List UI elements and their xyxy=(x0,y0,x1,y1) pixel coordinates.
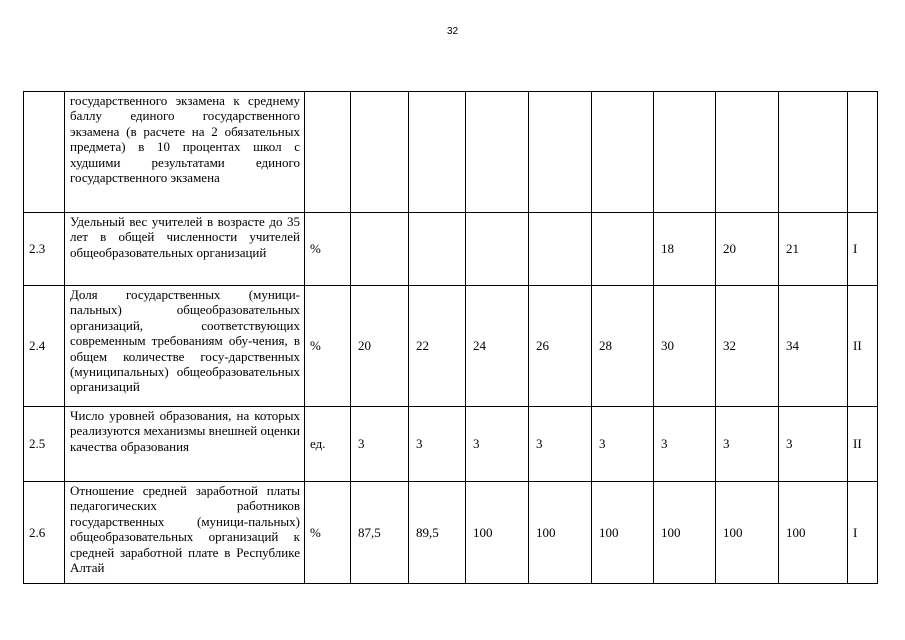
table-row xyxy=(24,407,878,482)
unit xyxy=(305,92,351,213)
indicator-type: II xyxy=(848,286,878,407)
value-cell xyxy=(409,92,466,213)
value-cell xyxy=(716,92,779,213)
indicator-name: Удельный вес учителей в возрасте до 35 лет в общей численности учителей общеобразовательных организаций xyxy=(65,213,305,286)
value-cell: 100 xyxy=(654,482,716,584)
row-number: 2.4 xyxy=(24,286,65,407)
value-cell xyxy=(529,92,592,213)
indicators-table xyxy=(23,91,878,584)
value-cell xyxy=(592,92,654,213)
value-cell: 100 xyxy=(529,482,592,584)
value-cell: 32 xyxy=(716,286,779,407)
indicator-name: государственного экзамена к среднему баллу единого государственного экзамена (в расчете на 2 обязательных предмета) в 10 процентах школ с худшими результатами единого государственного экзамена xyxy=(65,92,305,213)
unit: % xyxy=(305,286,351,407)
row-number xyxy=(24,92,65,213)
value-cell: 30 xyxy=(654,286,716,407)
value-cell: 3 xyxy=(529,407,592,482)
value-cell: 26 xyxy=(529,286,592,407)
row-number: 2.5 xyxy=(24,407,65,482)
indicator-name: Число уровней образования, на которых реализуются механизмы внешней оценки качества образования xyxy=(65,407,305,482)
indicator-type xyxy=(848,92,878,213)
unit: % xyxy=(305,213,351,286)
value-cell xyxy=(351,213,409,286)
indicator-name: Отношение средней заработной платы педагогических работников государственных (муници-пальных) общеобразовательных организаций к средней заработной плате в Республике Алтай xyxy=(65,482,305,584)
value-cell: 24 xyxy=(466,286,529,407)
value-cell: 87,5 xyxy=(351,482,409,584)
value-cell: 100 xyxy=(779,482,848,584)
value-cell: 100 xyxy=(716,482,779,584)
unit: % xyxy=(305,482,351,584)
table-row xyxy=(24,286,878,407)
indicator-name: Доля государственных (муници-пальных) общеобразовательных организаций, соответствующих современным требованиям обу-чения, в общем количестве госу-дарственных (муниципальных) общеобразовательных организаций xyxy=(65,286,305,407)
table-row xyxy=(24,482,878,584)
value-cell: 3 xyxy=(592,407,654,482)
page-number: 32 xyxy=(446,26,459,37)
value-cell: 22 xyxy=(409,286,466,407)
value-cell: 3 xyxy=(409,407,466,482)
unit: ед. xyxy=(305,407,351,482)
value-cell: 18 xyxy=(654,213,716,286)
value-cell: 3 xyxy=(779,407,848,482)
value-cell: 3 xyxy=(654,407,716,482)
table-row xyxy=(24,92,878,213)
value-cell xyxy=(466,92,529,213)
value-cell xyxy=(779,92,848,213)
value-cell: 100 xyxy=(466,482,529,584)
value-cell: 100 xyxy=(592,482,654,584)
row-number: 2.6 xyxy=(24,482,65,584)
value-cell xyxy=(351,92,409,213)
value-cell xyxy=(466,213,529,286)
value-cell xyxy=(409,213,466,286)
value-cell: 3 xyxy=(351,407,409,482)
value-cell: 3 xyxy=(716,407,779,482)
row-number: 2.3 xyxy=(24,213,65,286)
value-cell: 21 xyxy=(779,213,848,286)
value-cell: 3 xyxy=(466,407,529,482)
value-cell: 28 xyxy=(592,286,654,407)
value-cell xyxy=(654,92,716,213)
value-cell: 20 xyxy=(716,213,779,286)
table-row xyxy=(24,213,878,286)
value-cell: 89,5 xyxy=(409,482,466,584)
value-cell: 34 xyxy=(779,286,848,407)
value-cell xyxy=(529,213,592,286)
indicator-type: I xyxy=(848,482,878,584)
indicator-type: II xyxy=(848,407,878,482)
value-cell xyxy=(592,213,654,286)
indicator-type: I xyxy=(848,213,878,286)
value-cell: 20 xyxy=(351,286,409,407)
